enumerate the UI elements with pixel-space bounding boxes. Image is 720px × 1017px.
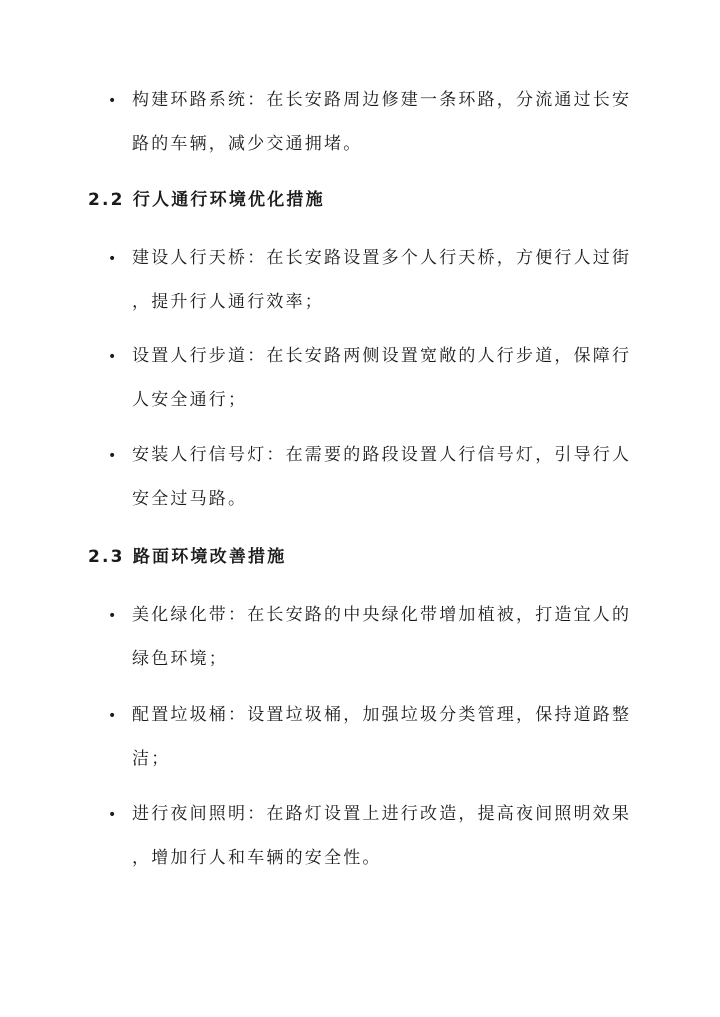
list-item-text: 建设人行天桥：在长安路设置多个人行天桥，方便行人过街 [132,248,632,268]
list-item-text: 美化绿化带：在长安路的中央绿化带增加植被，打造宜人的 [132,605,632,625]
list-item-text: 洁； [132,749,171,769]
list-item-text: 进行夜间照明：在路灯设置上进行改造，提高夜间照明效果 [132,804,632,824]
list-item-text: 构建环路系统：在长安路周边修建一条环路，分流通过长安 [132,90,632,110]
section-heading: 2.3 路面环境改善措施 [88,547,287,567]
list-item-text: ，增加行人和车辆的安全性。 [132,848,382,868]
bullet-icon: • [108,349,117,365]
list-item-text: ，提升行人通行效率； [132,292,324,312]
bullet-icon: • [108,708,117,724]
section-heading: 2.2 行人通行环境优化措施 [88,190,325,210]
list-item-text: 设置人行步道：在长安路两侧设置宽敞的人行步道，保障行 [132,346,632,366]
bullet-icon: • [108,807,117,823]
bullet-icon: • [108,448,117,464]
list-item-text: 路的车辆，减少交通拥堵。 [132,134,363,154]
list-item-text: 人安全通行； [132,390,248,410]
bullet-icon: • [108,93,117,109]
bullet-icon: • [108,251,117,267]
list-item-text: 安装人行信号灯：在需要的路段设置人行信号灯，引导行人 [132,445,632,465]
list-item-text: 绿色环境； [132,649,228,669]
list-item-text: 配置垃圾桶：设置垃圾桶，加强垃圾分类管理，保持道路整 [132,705,632,725]
list-item-text: 安全过马路。 [132,489,248,509]
bullet-icon: • [108,608,117,624]
